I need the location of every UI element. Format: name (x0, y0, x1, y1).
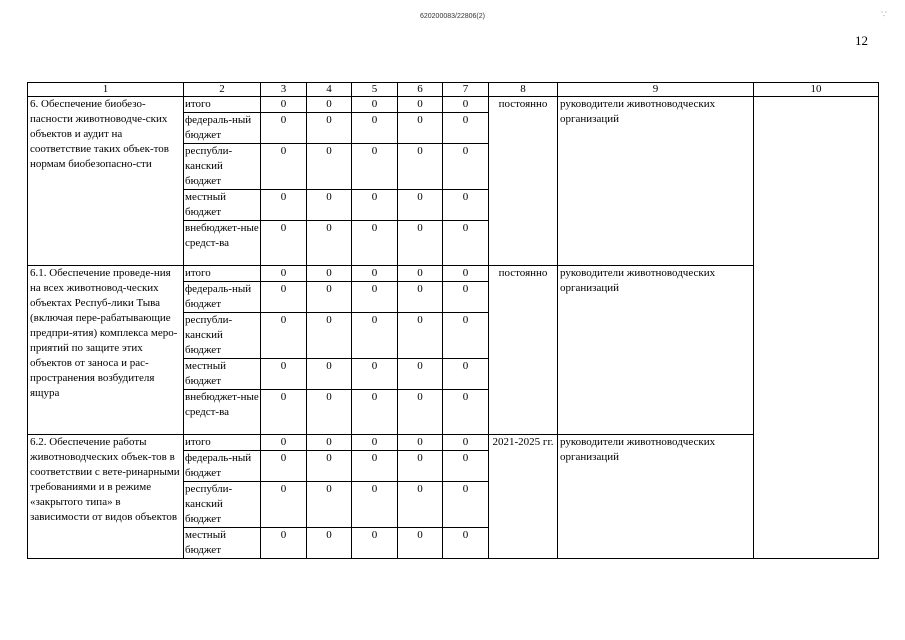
funding-value: 0 (398, 282, 443, 313)
measure-title: 6.2. Обеспечение работы животноводческих объек-тов в соответствии с вете-ринарными требованиями и в режиме «закрытого типа» в зависимости от видов объектов (28, 435, 184, 559)
funding-value: 0 (307, 359, 352, 390)
funding-value: 0 (352, 313, 398, 359)
funding-source: местный бюджет (184, 359, 261, 390)
funding-source: республи-канский бюджет (184, 313, 261, 359)
funding-value: 0 (352, 97, 398, 113)
funding-source: республи-канский бюджет (184, 482, 261, 528)
funding-value: 0 (261, 435, 307, 451)
funding-value: 0 (398, 190, 443, 221)
measure-term: постоянно (489, 266, 558, 435)
funding-value: 0 (307, 482, 352, 528)
funding-value: 0 (443, 313, 489, 359)
funding-value: 0 (307, 435, 352, 451)
measure-executor: руководители животноводческих организаций (558, 97, 754, 266)
funding-value: 0 (261, 282, 307, 313)
funding-value: 0 (398, 451, 443, 482)
funding-value: 0 (352, 221, 398, 266)
funding-value: 0 (398, 528, 443, 559)
funding-value: 0 (443, 451, 489, 482)
funding-source: итого (184, 97, 261, 113)
header-cell: 7 (443, 83, 489, 97)
header-cell: 10 (754, 83, 879, 97)
table-header-row (28, 83, 879, 97)
funding-source: федераль-ный бюджет (184, 282, 261, 313)
funding-value: 0 (398, 313, 443, 359)
funding-value: 0 (307, 313, 352, 359)
header-cell: 4 (307, 83, 352, 97)
table-row (28, 435, 879, 451)
funding-value: 0 (352, 451, 398, 482)
funding-value: 0 (443, 97, 489, 113)
funding-value: 0 (261, 144, 307, 190)
funding-value: 0 (307, 282, 352, 313)
funding-source: итого (184, 266, 261, 282)
program-table (27, 82, 879, 559)
header-cell: 3 (261, 83, 307, 97)
funding-value: 0 (261, 528, 307, 559)
funding-value: 0 (307, 144, 352, 190)
funding-value: 0 (398, 144, 443, 190)
funding-value: 0 (443, 113, 489, 144)
column-10-cell (754, 97, 879, 559)
funding-value: 0 (398, 97, 443, 113)
funding-value: 0 (398, 113, 443, 144)
funding-value: 0 (443, 190, 489, 221)
funding-value: 0 (443, 282, 489, 313)
funding-value: 0 (352, 528, 398, 559)
funding-value: 0 (261, 482, 307, 528)
funding-value: 0 (443, 359, 489, 390)
funding-value: 0 (261, 313, 307, 359)
funding-value: 0 (261, 221, 307, 266)
funding-source: федераль-ный бюджет (184, 113, 261, 144)
funding-value: 0 (307, 221, 352, 266)
funding-value: 0 (307, 528, 352, 559)
header-cell: 2 (184, 83, 261, 97)
funding-value: 0 (307, 451, 352, 482)
funding-value: 0 (398, 435, 443, 451)
funding-value: 0 (307, 97, 352, 113)
funding-value: 0 (352, 282, 398, 313)
funding-value: 0 (443, 482, 489, 528)
funding-value: 0 (443, 390, 489, 435)
funding-value: 0 (398, 221, 443, 266)
funding-value: 0 (352, 266, 398, 282)
funding-value: 0 (261, 266, 307, 282)
funding-source: федераль-ный бюджет (184, 451, 261, 482)
funding-value: 0 (307, 390, 352, 435)
table-row (28, 266, 879, 282)
funding-source: внебюджет-ные средст-ва (184, 390, 261, 435)
measure-title: 6. Обеспечение биобезо-пасности животноводче-ских объектов и аудит на соответствие таких объек-тов нормам биобезопасно-сти (28, 97, 184, 266)
measure-executor: руководители животноводческих организаций (558, 435, 754, 559)
header-cell: 6 (398, 83, 443, 97)
funding-value: 0 (261, 359, 307, 390)
funding-source: итого (184, 435, 261, 451)
header-cell: 1 (28, 83, 184, 97)
funding-value: 0 (261, 190, 307, 221)
funding-value: 0 (261, 390, 307, 435)
header-cell: 5 (352, 83, 398, 97)
measure-term: 2021-2025 гг. (489, 435, 558, 559)
funding-value: 0 (352, 190, 398, 221)
funding-value: 0 (443, 435, 489, 451)
funding-value: 0 (352, 482, 398, 528)
funding-value: 0 (261, 113, 307, 144)
page-number: 12 (855, 33, 868, 48)
measure-executor: руководители животноводческих организаций (558, 266, 754, 435)
funding-value: 0 (443, 528, 489, 559)
document-header-code: 620200083/22806(2) (419, 13, 485, 20)
funding-value: 0 (443, 221, 489, 266)
table-row (28, 97, 879, 113)
funding-value: 0 (307, 113, 352, 144)
funding-value: 0 (398, 482, 443, 528)
funding-value: 0 (261, 451, 307, 482)
funding-value: 0 (443, 144, 489, 190)
funding-source: местный бюджет (184, 190, 261, 221)
funding-value: 0 (443, 266, 489, 282)
funding-value: 0 (352, 113, 398, 144)
funding-source: местный бюджет (184, 528, 261, 559)
funding-value: 0 (352, 390, 398, 435)
funding-value: 0 (307, 266, 352, 282)
measure-title: 6.1. Обеспечение проведе-ния на всех животновод-ческих объектах Респуб-лики Тыва (включая пере-рабатывающие предпри-ятия) комплекса меро-приятий по защите этих объектов от заноса и рас-пространения возбудителя ящура (28, 266, 184, 435)
funding-value: 0 (307, 190, 352, 221)
funding-source: внебюджет-ные средст-ва (184, 221, 261, 266)
funding-value: 0 (398, 266, 443, 282)
header-cell: 8 (489, 83, 558, 97)
funding-value: 0 (352, 359, 398, 390)
funding-value: 0 (398, 359, 443, 390)
funding-value: 0 (352, 435, 398, 451)
funding-value: 0 (261, 97, 307, 113)
header-cell: 9 (558, 83, 754, 97)
funding-value: 0 (398, 390, 443, 435)
measure-term: постоянно (489, 97, 558, 266)
funding-source: республи-канский бюджет (184, 144, 261, 190)
corner-mark: ∵ (881, 10, 887, 20)
funding-value: 0 (352, 144, 398, 190)
